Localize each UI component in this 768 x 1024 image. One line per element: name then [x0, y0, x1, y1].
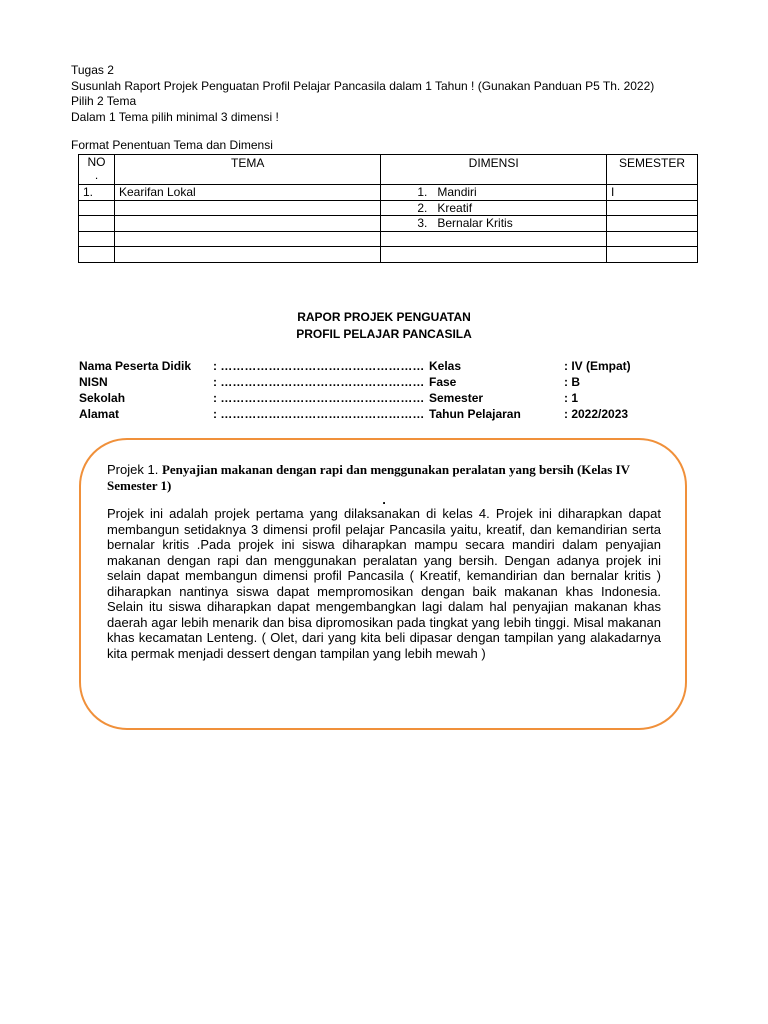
table-header-row	[79, 155, 698, 185]
label-nama: Nama Peserta Didik	[79, 359, 192, 373]
theme-dimension-table	[78, 154, 698, 263]
cell-no: 1.	[79, 185, 115, 201]
cell-dimensi: 3. Bernalar Kritis	[381, 216, 607, 232]
format-heading: Format Penentuan Tema dan Dimensi	[71, 138, 273, 152]
label-alamat: Alamat	[79, 407, 120, 421]
label-sekolah: Sekolah	[79, 391, 126, 405]
label-semester: Semester	[429, 391, 484, 405]
value-kelas: : IV (Empat)	[564, 359, 631, 373]
label-nisn: NISN	[79, 375, 108, 389]
task-label: Tugas 2	[71, 63, 114, 77]
cell-dimensi: 2. Kreatif	[381, 200, 607, 216]
header-tema: TEMA	[114, 155, 380, 185]
label-fase: Fase	[429, 375, 457, 389]
task-choose-theme: Pilih 2 Tema	[71, 94, 137, 108]
ident-labels-right	[429, 358, 521, 422]
ident-blanks	[213, 358, 424, 422]
project-dot: .	[382, 492, 386, 507]
table-row	[79, 216, 698, 232]
blank-nisn: : ……………………………………………	[213, 375, 425, 389]
blank-sekolah: : ……………………………………………	[213, 391, 425, 405]
project-label: Projek 1.	[107, 462, 159, 477]
value-semester: : 1	[564, 391, 579, 405]
project-box	[79, 438, 687, 730]
rapor-title: RAPOR PROJEK PENGUATAN PROFIL PELAJAR PANCASILA	[296, 310, 472, 341]
header-dimensi: DIMENSI	[381, 155, 607, 185]
label-kelas: Kelas	[429, 359, 462, 373]
table-row	[79, 247, 698, 263]
cell-tema: Kearifan Lokal	[114, 185, 380, 201]
blank-alamat: : ……………………………………………	[213, 407, 425, 421]
blank-nama: : ……………………………………………	[213, 359, 425, 373]
value-tahun: : 2022/2023	[564, 407, 629, 421]
label-tahun: Tahun Pelajaran	[429, 407, 521, 421]
table-row	[79, 231, 698, 247]
project-description: Projek ini adalah projek pertama yang dilaksanakan di kelas 4. Projek ini diharapkan dapat membangun setidaknya 3 dimensi profil pelajar Pancasila yaitu, kreatif, dan kemandirian serta bernalar kritis .Pada projek ini siswa diharapkan mampu secara mandiri dalam penyajian makanan dengan rapi dan menggunakan peralatan yang bersih. Dengan adanya projek ini selain dapat membangun dimensi profil Pancasila ( Kreatif, kemandirian dan bernalar kritis ) diharapkan nantinya siswa dapat mempromosikan dengan baik makanan khas Indonesia. Selain itu siswa diharapkan dapat mengembangkan lagi dalam hal penyajian makanan khas daerah agar lebih menarik dan bisa dipromosikan pada tingkat yang lebih tinggi. Misal makanan khas kecamatan Lenteng. ( Olet, dari yang kita beli dipasar dengan tampilan yang alakadarnya kita permak menjadi dessert dengan tampilan yang lebih mewah )	[107, 506, 661, 661]
task-instruction: Susunlah Raport Projek Penguatan Profil Pelajar Pancasila dalam 1 Tahun ! (Gunakan Panduan P5 Th. 2022)	[71, 78, 655, 93]
assignment-intro	[71, 63, 654, 154]
value-fase: : B	[564, 375, 580, 389]
table-row	[79, 185, 698, 201]
table-row	[79, 200, 698, 216]
header-semester: SEMESTER	[607, 155, 698, 185]
project-title	[107, 462, 661, 494]
ident-values-right	[564, 358, 631, 422]
project-name: Penyajian makanan dengan rapi dan menggunakan peralatan yang bersih (Kelas IV Semester 1)	[107, 462, 630, 493]
cell-semester: I	[607, 185, 698, 201]
cell-dimensi: 1. Mandiri	[381, 185, 607, 201]
header-no: NO .	[79, 155, 115, 185]
ident-labels	[79, 358, 191, 422]
task-min-dimension: Dalam 1 Tema pilih minimal 3 dimensi !	[71, 109, 279, 124]
